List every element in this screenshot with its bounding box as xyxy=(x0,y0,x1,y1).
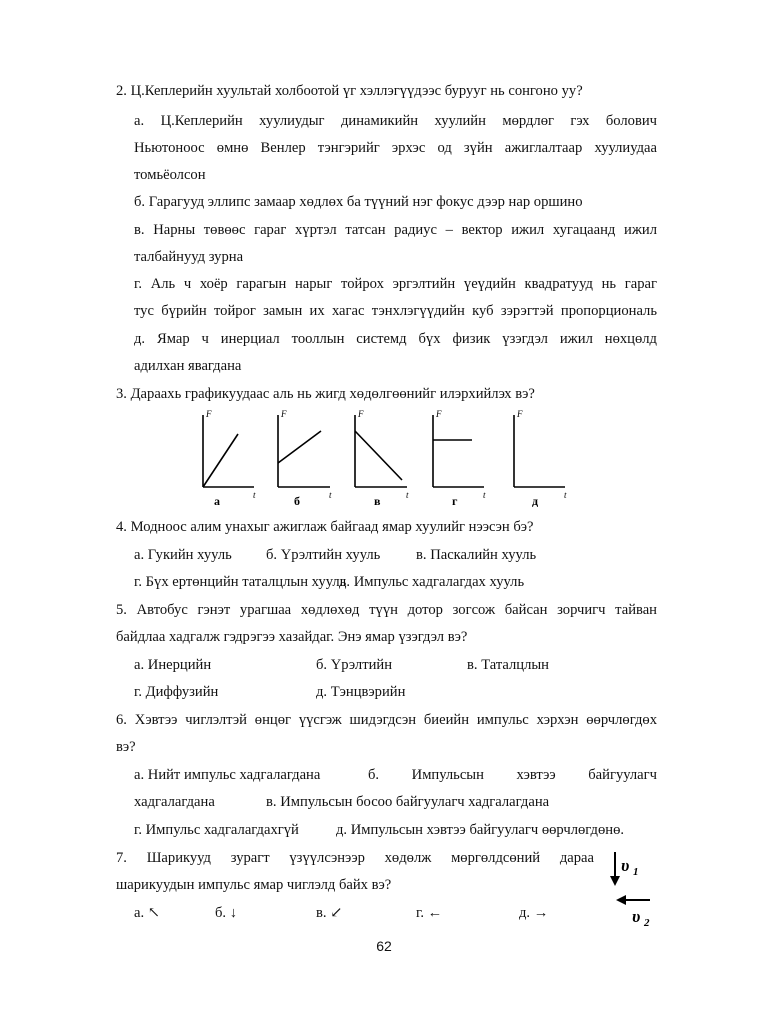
q5-option-a: а. Инерцийн xyxy=(134,657,212,673)
graph-e-x-label: t xyxy=(564,490,567,500)
graph-c-x-label: t xyxy=(406,490,409,500)
q2-option-a-line3: томьёолсон xyxy=(134,167,206,183)
q2-option-c-line1: в. Нарны төвөөс гараг хүртэл татсан радиус – вектор ижил хугацаанд ижил xyxy=(134,222,657,238)
q4-option-b: б. Үрэлтийн хууль xyxy=(266,547,381,563)
q6-option-a: а. Нийт импульс хадгалагдана xyxy=(134,767,321,783)
q4-option-c: в. Паскалийн хууль xyxy=(416,547,537,563)
graph-d-y-label: F xyxy=(436,409,442,419)
q2-option-a-line2: Ньютоноос өмнө Венлер тэнгэрийг эрхэс од зүйн ажиглалтаар хуулиудаа xyxy=(134,140,657,156)
q5-stem-line2: байдлаа хадгалж гэдрэгээ хазайдаг. Энэ ямар үзэгдэл вэ? xyxy=(116,629,468,645)
q3-force-time-graphs xyxy=(190,405,580,510)
q6-stem-line2: вэ? xyxy=(116,739,136,755)
v1-subscript: 1 xyxy=(633,866,639,878)
graph-a-x-label: t xyxy=(253,490,256,500)
q7-option-c: в. ↙ xyxy=(316,905,343,921)
graph-b-y-label: F xyxy=(281,409,287,419)
page-number: 62 xyxy=(376,938,392,954)
q2-option-d-line1: г. Аль ч хоёр гарагын нарыг тойрох эргэлтийн үеүдийн квадратууд нь гараг xyxy=(134,276,657,292)
q5-stem-line1: 5. Автобус гэнэт урагшаа хөдлөхөд түүн дотор зогсож байсан зорчигч тайван xyxy=(116,602,657,618)
q7-stem-line2: шарикуудын импульс ямар чиглэлд байх вэ? xyxy=(116,877,392,893)
q2-option-e-line1: д. Ямар ч инерциал тооллын системд бүх физик үзэгдэл ижил нөхцөлд xyxy=(134,331,657,347)
graph-c-label: в xyxy=(374,494,381,508)
q2-option-b: б. Гарагууд эллипс замаар хөдлөх ба түүний нэг фокус дээр нар оршино xyxy=(134,194,583,210)
q6-option-b-cont: хадгалагдана xyxy=(134,794,215,810)
graph-e-label: д xyxy=(532,494,539,508)
q7-stem-line1: 7. Шарикууд зурагт үзүүлсэнээр хөдөлж мөргөлдсөний дараа xyxy=(116,850,594,866)
q7-option-d: г. ← xyxy=(416,905,443,921)
v2-label: υ xyxy=(632,907,641,926)
graph-c-line xyxy=(355,431,402,480)
q7-velocity-diagram xyxy=(604,848,660,928)
q2-option-c-line2: талбайнууд зурна xyxy=(134,249,244,265)
q2-stem: 2. Ц.Кеплерийн хуультай холбоотой үг хэллэгүүдээс бурууг нь сонгоно уу? xyxy=(116,83,583,99)
q7-option-b: б. ↓ xyxy=(215,905,238,921)
graph-d-x-label: t xyxy=(483,490,486,500)
q5-option-d: г. Диффузийн xyxy=(134,684,219,700)
q6-option-c: в. Импульсын босоо байгуулагч хадгалагдана xyxy=(266,794,550,810)
q4-option-e: д. Импульс хадгалагдах хууль xyxy=(339,574,525,590)
q4-option-a: а. Гукийн хууль xyxy=(134,547,232,563)
graph-e-y-label: F xyxy=(517,409,523,419)
q2-option-e-line2: адилхан явагдана xyxy=(134,358,242,374)
q5-option-e: д. Тэнцвэрийн xyxy=(316,684,406,700)
q5-option-c: в. Таталцлын xyxy=(467,657,549,673)
q7-option-e: д. → xyxy=(519,905,549,921)
q6-option-b: б. Импульсын хэвтээ байгуулагч xyxy=(368,767,657,783)
v2-subscript: 2 xyxy=(644,917,650,928)
graph-a-label: а xyxy=(214,494,220,508)
graph-d-label: г xyxy=(452,494,458,508)
q4-stem: 4. Модноос алим унахыг ажиглаж байгаад ямар хуулийг нээсэн бэ? xyxy=(116,519,534,535)
q6-option-d: г. Импульс хадгалагдахгүй xyxy=(134,822,299,838)
graph-a-y-label: F xyxy=(206,409,212,419)
graph-b-x-label: t xyxy=(329,490,332,500)
q7-option-a: а. ↖ xyxy=(134,905,161,921)
q4-option-d: г. Бүх ертөнцийн таталцлын хууль xyxy=(134,574,347,590)
v1-label: υ xyxy=(621,856,630,875)
q6-option-e: д. Импульсын хэвтээ байгуулагч өөрчлөгдөнө. xyxy=(336,822,625,838)
graph-a-line xyxy=(203,434,238,487)
graph-c-y-label: F xyxy=(358,409,364,419)
q6-stem-line1: 6. Хэвтээ чиглэлтэй өнцөг үүсгэж шидэгдсэн биеийн импульс хэрхэн өөрчлөгдөх xyxy=(116,712,657,728)
q5-option-b: б. Үрэлтийн xyxy=(316,657,393,673)
q2-option-d-line2: тус бүрийн тойрог замын их хагас тэнхлэгүүдийн куб зэрэгтэй пропорциональ xyxy=(134,303,657,319)
q3-stem: 3. Дараахь графикуудаас аль нь жигд хөдөлгөөнийг илэрхийлэх вэ? xyxy=(116,386,535,402)
q2-option-a-line1: а. Ц.Кеплерийн хуулиудыг динамикийн хуулийн мөрдлөг гэх болович xyxy=(134,113,657,129)
graph-b-label: б xyxy=(294,494,300,508)
graph-b-line xyxy=(278,431,321,463)
